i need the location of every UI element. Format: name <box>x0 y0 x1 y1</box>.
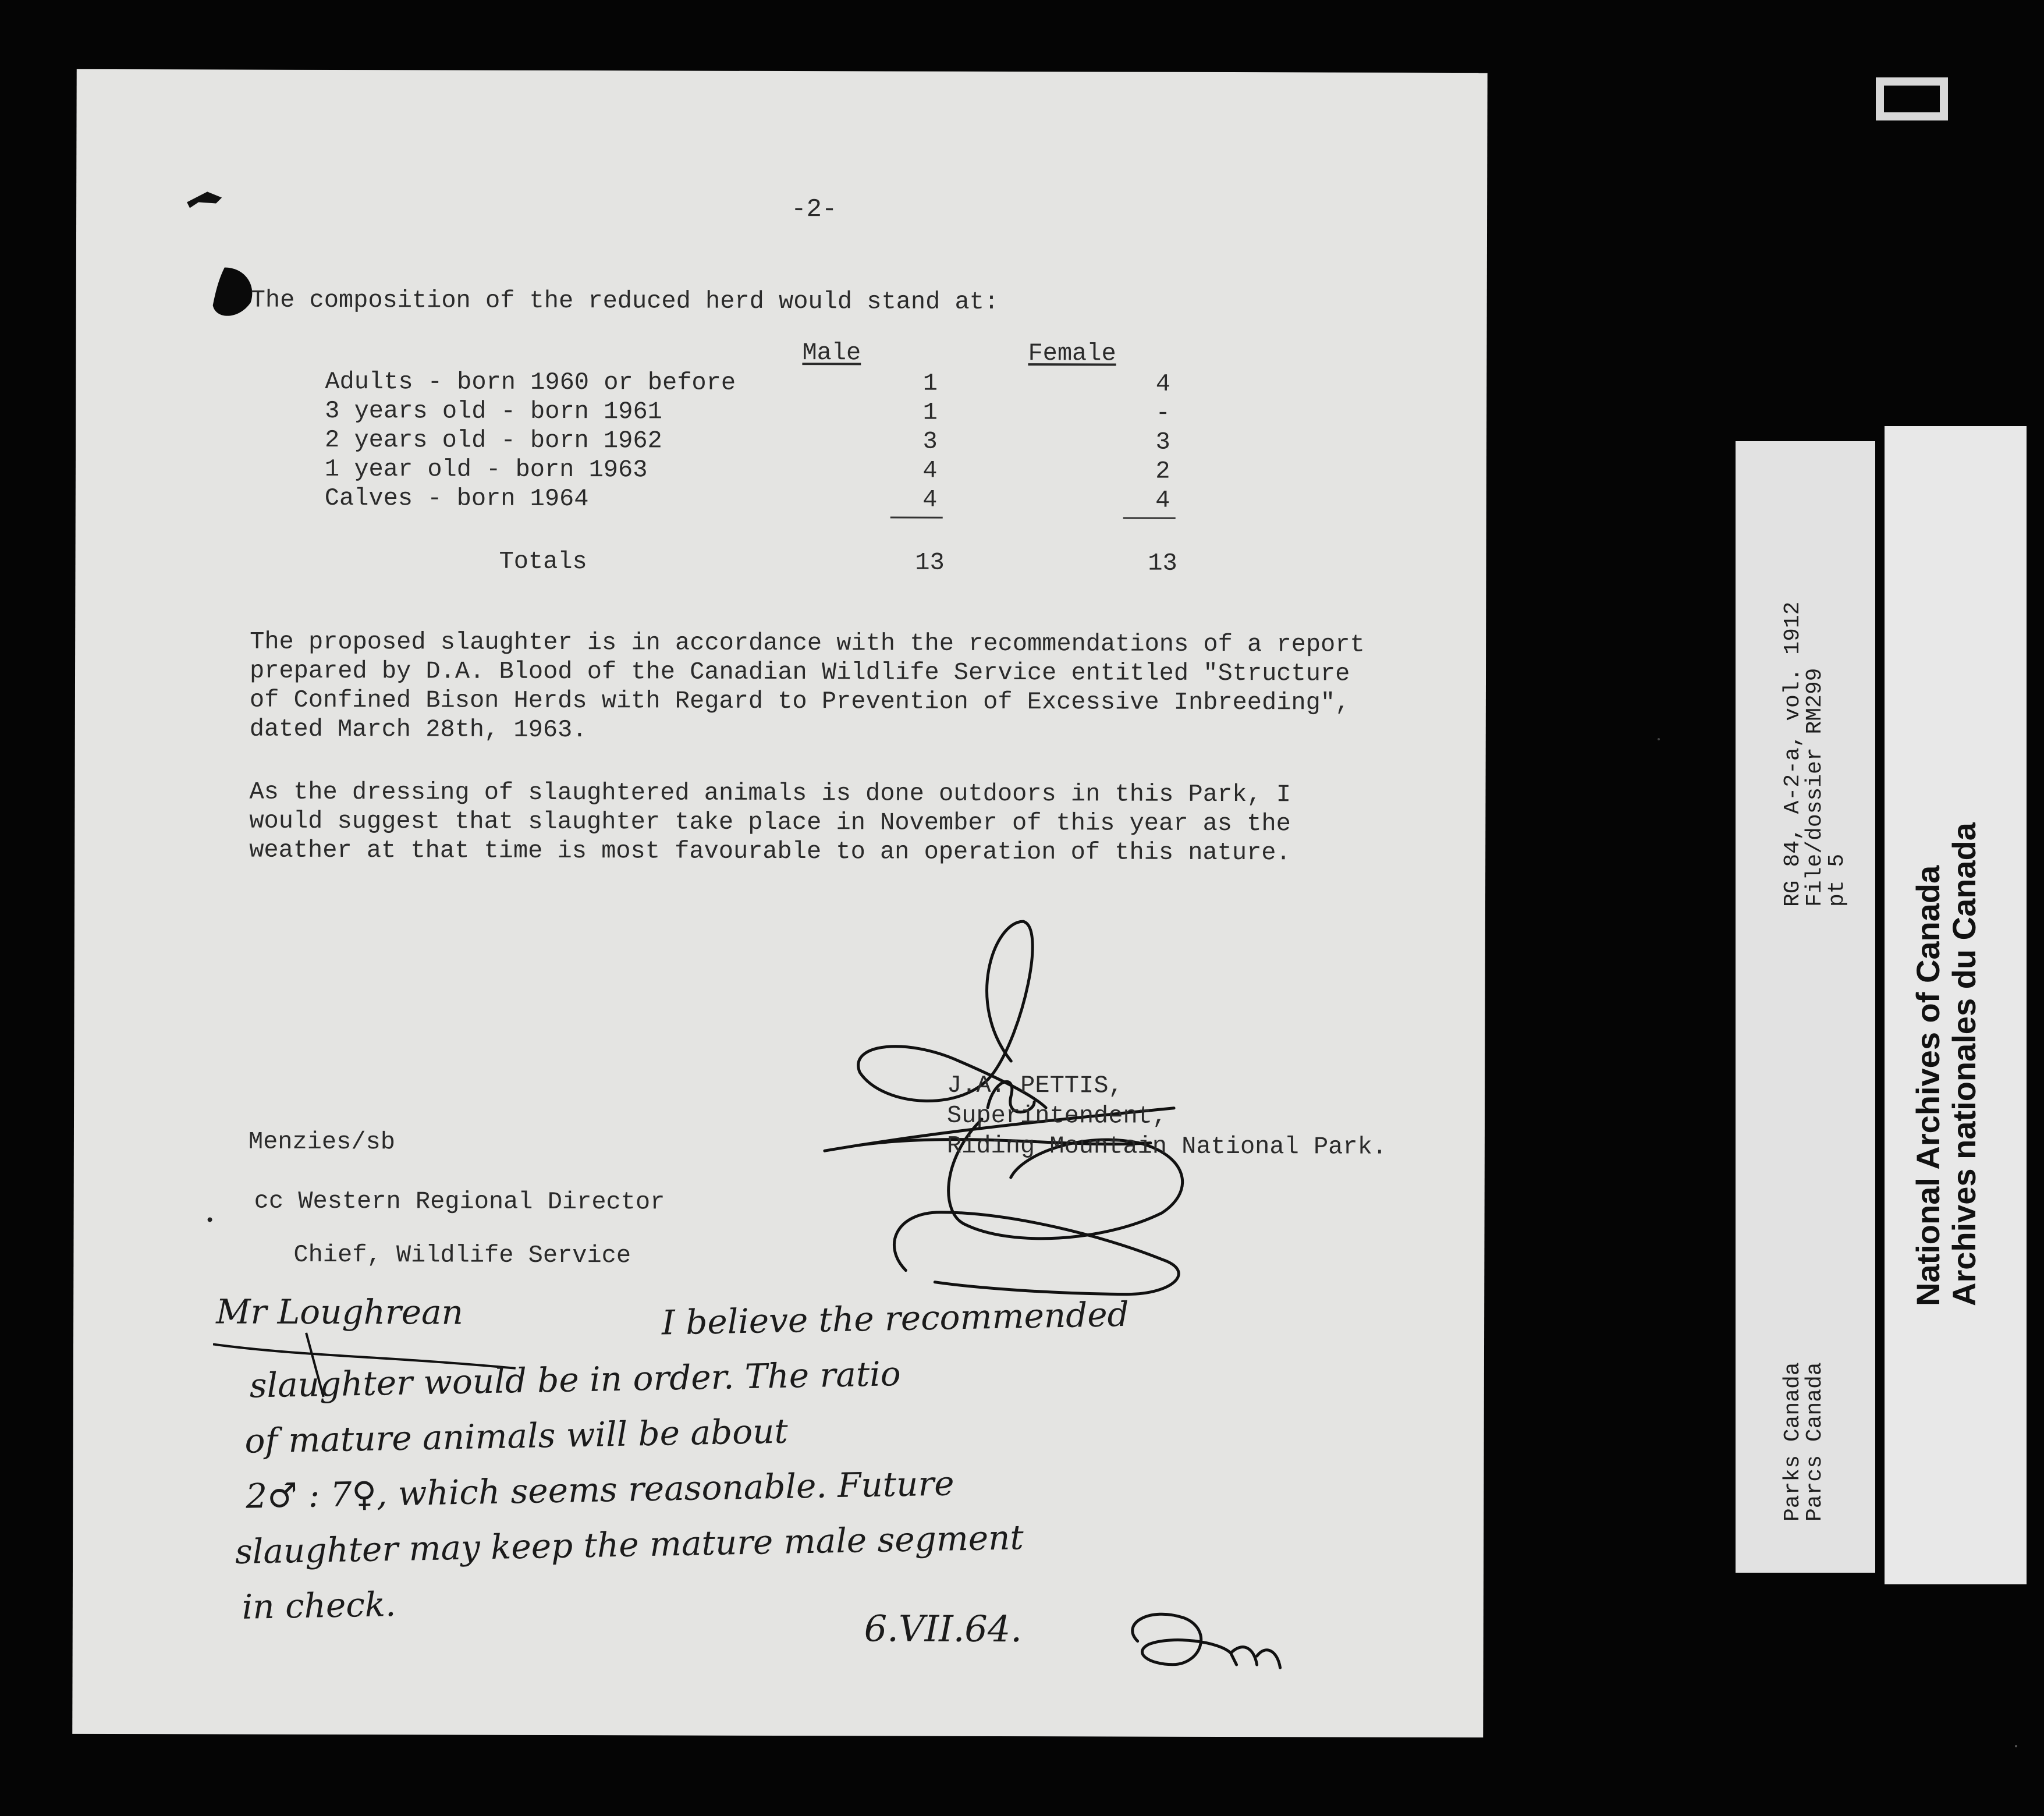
table-row <box>325 396 1256 427</box>
handwritten-line: slaughter would be in order. The ratio <box>249 1354 902 1406</box>
archives-label-strip <box>1885 426 2027 1584</box>
intro-line: The composition of the reduced herd would stand at: <box>250 286 999 316</box>
paragraph-line: weather at that time is most favourable to an operation of this nature. <box>249 836 1291 867</box>
reference-label-strip <box>1736 441 1875 1573</box>
paragraph-slaughter-timing <box>249 778 1413 868</box>
paragraph-line: The proposed slaughter is in accordance with the recommendations of a report <box>250 627 1365 659</box>
row-label: Adults - born 1960 or before <box>325 367 736 397</box>
female-count: 2 <box>1155 457 1170 485</box>
reference-line: RG 84, A-2-a, vol. 1912 <box>1780 601 1805 907</box>
female-count: 4 <box>1155 486 1170 515</box>
female-total: 13 <box>1148 549 1177 577</box>
archive-reference <box>1782 602 1848 907</box>
page-number: -2- <box>791 195 838 225</box>
paragraph-line: would suggest that slaughter take place in November of this year as the <box>249 807 1291 838</box>
male-sum-rule <box>890 516 943 518</box>
table-row <box>325 454 1256 485</box>
signer-name: J.A. PETTIS, <box>947 1071 1123 1100</box>
handwritten-line: slaughter may keep the mature male segment <box>235 1517 1024 1572</box>
handwritten-line: of mature animals will be about <box>244 1411 789 1461</box>
male-count: 1 <box>922 369 938 398</box>
typist-initials: Menzies/sb <box>248 1127 396 1157</box>
archives-line: Archives nationales du Canada <box>1946 822 1982 1306</box>
female-sum-rule <box>1123 517 1176 519</box>
male-count: 4 <box>922 485 938 514</box>
cc-line-2: Chief, Wildlife Service <box>293 1240 631 1270</box>
national-archives-label <box>1910 822 1982 1306</box>
cc-line-1: cc Western Regional Director <box>254 1187 665 1216</box>
male-count: 4 <box>922 456 938 485</box>
handwritten-addressee: Mr Loughrean <box>216 1292 464 1332</box>
row-label: 1 year old - born 1963 <box>324 455 648 484</box>
female-count: 3 <box>1155 428 1170 456</box>
table-row <box>325 425 1256 456</box>
column-header-male: Male <box>802 339 861 367</box>
parks-line: Parks Canada <box>1780 1362 1805 1521</box>
handwritten-line: I believe the recommended <box>661 1294 1130 1343</box>
paragraph-line: As the dressing of slaughtered animals is done outdoors in this Park, I <box>249 778 1291 809</box>
row-label: 3 years old - born 1961 <box>325 396 662 426</box>
handwritten-line: 2♂ : 7♀, which seems reasonable. Future <box>245 1463 955 1516</box>
handwritten-initials-mark <box>1115 1601 1283 1683</box>
parks-line: Parcs Canada <box>1802 1362 1827 1521</box>
ink-dot <box>208 1217 212 1222</box>
paragraph-line: dated March 28th, 1963. <box>249 715 587 744</box>
row-label: Calves - born 1964 <box>324 484 589 513</box>
paragraph-line: of Confined Bison Herds with Regard to Prevention of Excessive Inbreeding", <box>249 686 1350 717</box>
paragraph-line: prepared by D.A. Blood of the Canadian Wildlife Service entitled "Structure <box>249 657 1350 688</box>
row-label: 2 years old - born 1962 <box>325 425 662 455</box>
reference-line: File/dossier RM299 <box>1802 668 1827 907</box>
male-count: 1 <box>922 398 938 427</box>
totals-label: Totals <box>499 547 587 576</box>
handwritten-line: in check. <box>242 1584 396 1627</box>
signature-block <box>947 1070 1387 1162</box>
reference-line: pt 5 <box>1825 853 1850 907</box>
table-row <box>325 367 1256 398</box>
female-count: - <box>1155 399 1170 427</box>
column-header-female: Female <box>1028 339 1116 368</box>
totals-row <box>324 546 1255 577</box>
paragraph-report <box>250 627 1414 747</box>
signer-title: Superintendent, <box>946 1101 1168 1130</box>
male-count: 3 <box>922 427 938 456</box>
signer-park: Riding Mountain National Park. <box>946 1132 1387 1161</box>
handwritten-note <box>219 1281 1476 1635</box>
female-count: 4 <box>1155 370 1171 398</box>
archives-line: National Archives of Canada <box>1910 865 1946 1306</box>
table-row <box>325 483 1256 515</box>
binder-clip-mark <box>1874 70 1956 128</box>
male-total: 13 <box>915 548 945 577</box>
letter-page <box>72 69 1487 1737</box>
parks-canada-label <box>1782 1362 1826 1521</box>
handwritten-date: 6.VII.64. <box>864 1607 1023 1651</box>
